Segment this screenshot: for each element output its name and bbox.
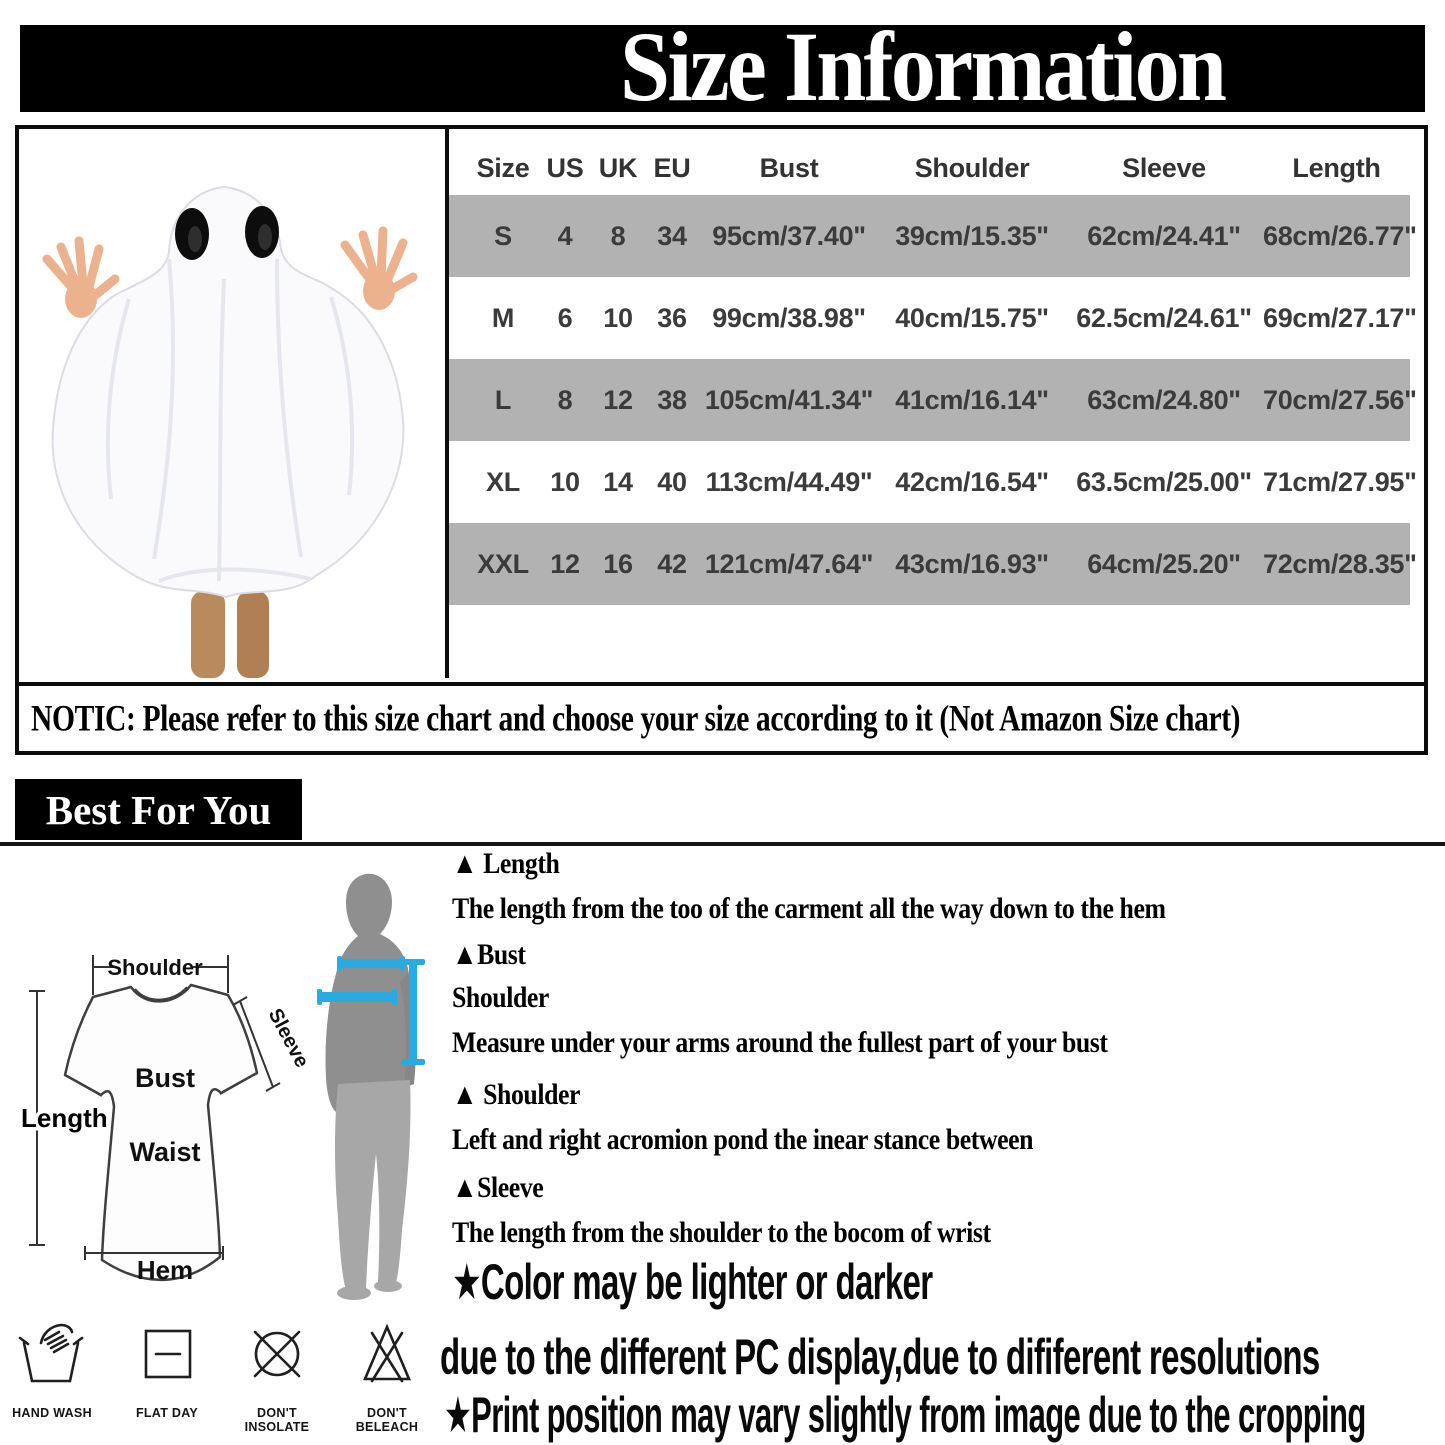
care-item-dont-bleach <box>335 1313 439 1434</box>
tshirt-measure-diagram <box>15 855 315 1305</box>
table-row <box>449 359 1417 441</box>
table-cell: 121cm/47.64" <box>704 548 874 579</box>
size-table <box>449 129 1424 678</box>
table-row <box>449 277 1417 359</box>
length-label: Length <box>21 1103 108 1133</box>
table-cell: 10 <box>603 302 633 333</box>
table-cell: 70cm/27.56" <box>1263 384 1417 415</box>
table-cell: 42 <box>657 548 687 579</box>
col-header: EU <box>653 152 691 183</box>
table-row <box>449 195 1417 277</box>
guide-heading-shoulder-sub: Shoulder <box>452 981 549 1014</box>
page-title: Size Information <box>620 10 1225 122</box>
table-cell: 71cm/27.95" <box>1263 466 1417 497</box>
table-cell: 43cm/16.93" <box>895 548 1049 579</box>
table-cell: 63.5cm/25.00" <box>1076 466 1252 497</box>
care-label: HAND WASH <box>12 1406 92 1420</box>
guide-heading-bust: ▲Bust <box>452 938 526 971</box>
table-cell: 69cm/27.17" <box>1263 302 1417 333</box>
product-photo <box>19 129 445 678</box>
table-cell: XL <box>486 466 520 497</box>
table-cell: 6 <box>557 302 573 333</box>
table-cell: 36 <box>657 302 687 333</box>
hand-wash-icon <box>17 1313 87 1393</box>
table-cell: 14 <box>603 466 633 497</box>
table-cell: 8 <box>557 384 573 415</box>
guide-desc-length: The length from the too of the carment all the way down to the hem <box>452 892 1166 925</box>
table-row <box>449 523 1417 605</box>
table-cell: 63cm/24.80" <box>1087 384 1241 415</box>
care-label: DON'T BELEACH <box>355 1406 419 1434</box>
table-cell: 64cm/25.20" <box>1087 548 1241 579</box>
table-cell: 42cm/16.54" <box>895 466 1049 497</box>
table-cell: 95cm/37.40" <box>712 220 866 251</box>
col-header: Length <box>1292 152 1381 183</box>
hem-label: Hem <box>136 1255 194 1285</box>
table-cell: 34 <box>657 220 687 251</box>
care-item-hand-wash <box>0 1313 104 1420</box>
col-header: Sleeve <box>1122 152 1206 183</box>
table-cell: 40cm/15.75" <box>895 302 1049 333</box>
horizontal-rule <box>0 842 1445 846</box>
guide-heading-sleeve: ▲Sleeve <box>452 1171 544 1204</box>
table-cell: 41cm/16.14" <box>895 384 1049 415</box>
table-cell: M <box>491 302 515 333</box>
table-cell: 113cm/44.49" <box>705 466 873 497</box>
col-header: Size <box>476 152 530 183</box>
table-cell: 72cm/28.35" <box>1263 548 1417 579</box>
table-cell: 16 <box>603 548 633 579</box>
tshirt-diagram-svg <box>15 855 315 1305</box>
section-header <box>15 779 302 840</box>
table-cell: XXL <box>477 548 529 579</box>
dont-bleach-icon <box>352 1313 422 1393</box>
note-print: ★Print position may vary slightly from image due to the cropping <box>444 1387 1366 1443</box>
size-chart-box <box>15 125 1428 755</box>
waist-label: Waist <box>129 1137 201 1167</box>
table-cell: 68cm/26.77" <box>1263 220 1417 251</box>
sleeve-label: Sleeve <box>263 1005 313 1072</box>
table-cell: 8 <box>610 220 626 251</box>
col-header: Shoulder <box>914 152 1030 183</box>
table-cell: 4 <box>557 220 573 251</box>
silhouette-svg <box>300 862 455 1302</box>
size-info-banner <box>20 10 1425 122</box>
dont-insolate-icon <box>242 1313 312 1393</box>
section-title: Best For You <box>45 786 272 833</box>
table-cell: 62.5cm/24.61" <box>1076 302 1252 333</box>
notice-text: NOTIC: Please refer to this size chart and choose your size according to it (Not Amazon Size chart) <box>31 698 1241 739</box>
table-header-row <box>449 141 1410 195</box>
table-cell: 99cm/38.98" <box>712 302 866 333</box>
col-header: UK <box>598 152 638 183</box>
table-cell: L <box>494 384 512 415</box>
care-label: DON'T INSOLATE <box>244 1406 310 1434</box>
note-color: ★Color may be lighter or darker <box>452 1254 933 1310</box>
shoulder-label: Shoulder <box>107 955 203 980</box>
guide-desc-sleeve: The length from the shoulder to the bocom of wrist <box>452 1216 991 1249</box>
guide-desc-bust: Measure under your arms around the fullest part of your bust <box>452 1026 1108 1059</box>
flat-dry-icon <box>132 1313 202 1393</box>
care-item-flat-dry <box>115 1313 219 1420</box>
guide-heading-shoulder: ▲ Shoulder <box>452 1078 581 1111</box>
guide-desc-shoulder: Left and right acromion pond the inear stance between <box>452 1123 1034 1156</box>
table-cell: 39cm/15.35" <box>895 220 1049 251</box>
guide-heading-length: ▲ Length <box>452 847 560 880</box>
col-header: US <box>546 152 584 183</box>
bust-label: Bust <box>135 1063 195 1093</box>
body-silhouette <box>300 862 455 1302</box>
table-row <box>449 441 1417 523</box>
note-display: due to the different PC display,due to dififerent resolutions <box>440 1329 1320 1385</box>
table-cell: 40 <box>657 466 687 497</box>
care-label: FLAT DAY <box>135 1406 199 1420</box>
notice-strip <box>19 682 1424 751</box>
table-cell: 10 <box>550 466 580 497</box>
col-header: Bust <box>759 152 819 183</box>
care-item-dont-insolate <box>225 1313 329 1434</box>
table-cell: 62cm/24.41" <box>1087 220 1241 251</box>
table-cell: 38 <box>657 384 687 415</box>
table-cell: 105cm/41.34" <box>704 384 874 415</box>
table-cell: 12 <box>603 384 633 415</box>
ghost-costume-illustration <box>19 129 445 678</box>
table-cell: S <box>494 220 512 251</box>
table-cell: 12 <box>550 548 580 579</box>
